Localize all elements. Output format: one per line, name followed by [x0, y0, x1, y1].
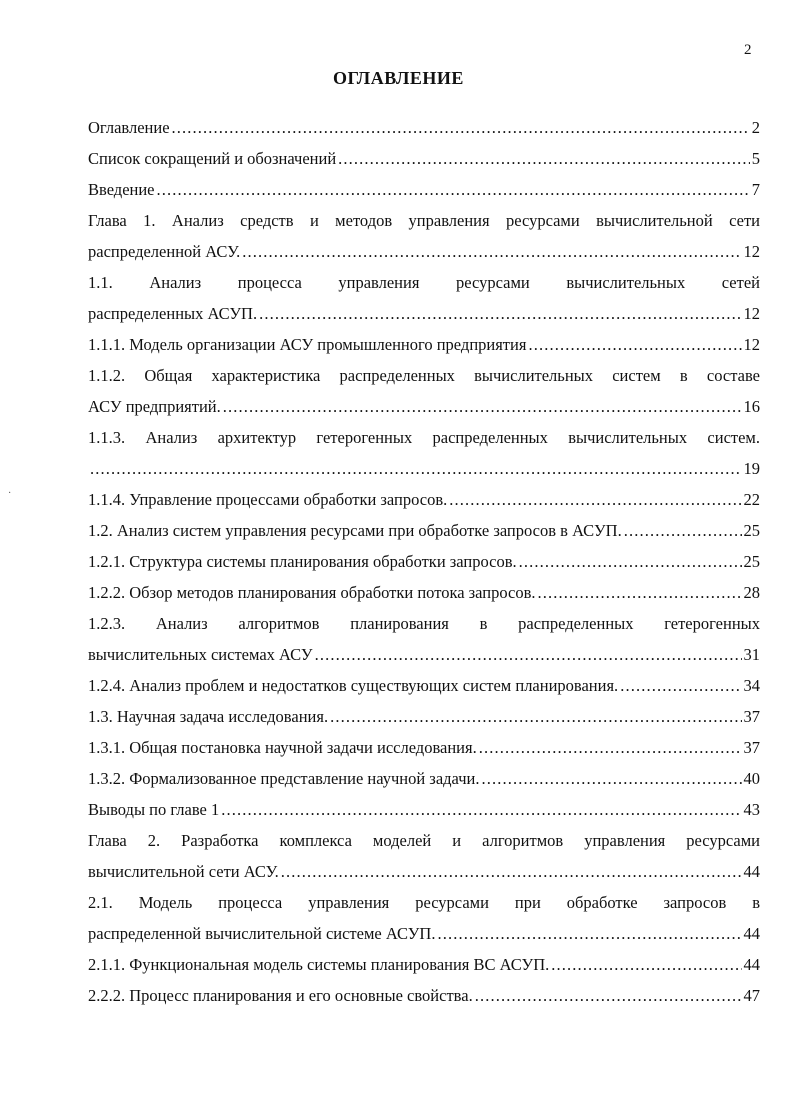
toc-entry-page: 25: [743, 521, 760, 540]
toc-entry-page: 12: [743, 242, 760, 261]
toc-entry: [88, 949, 760, 980]
toc-entry-title-line1: 1.2.3. Анализ алгоритмов планирования в распределенных гетерогенных: [88, 614, 760, 633]
toc-entry: [88, 329, 760, 360]
toc-entry-title-line1: 1.1. Анализ процесса управления ресурсами вычислительных сетей: [88, 273, 760, 292]
toc-entry: [88, 112, 760, 143]
toc-entry-title-line2: распределенных АСУП.: [88, 304, 258, 323]
dot-leader: [281, 856, 742, 887]
toc-entry: [88, 825, 760, 887]
toc-entry: [88, 143, 760, 174]
toc-entry: [88, 980, 760, 1011]
toc-entry-page: 16: [743, 397, 760, 416]
toc-entry-page: 25: [743, 552, 760, 571]
dot-leader: [528, 329, 741, 360]
toc-entry: [88, 887, 760, 949]
dot-leader: [259, 298, 741, 329]
toc-entry-title-line1: 1.1.2. Общая характеристика распределенных вычислительных систем в составе: [88, 366, 760, 385]
dot-leader: [475, 980, 742, 1011]
dot-leader: [90, 453, 742, 484]
toc-entry-title-line1: 1.1.3. Анализ архитектур гетерогенных распределенных вычислительных систем.: [88, 428, 760, 447]
toc-entry-title: 1.3.1. Общая постановка научной задачи исследования.: [88, 738, 477, 757]
dot-leader: [437, 918, 741, 949]
dot-leader: [157, 174, 750, 205]
toc-entry-page: 19: [743, 459, 760, 478]
margin-mark: ·: [8, 488, 12, 499]
toc-entry-page: 44: [743, 955, 760, 974]
dot-leader: [519, 546, 742, 577]
toc-entry: [88, 608, 760, 670]
toc-entry-page: 44: [743, 862, 760, 881]
toc-entry-page: 2: [751, 118, 760, 137]
dot-leader: [624, 515, 742, 546]
toc-entry-title-line2: вычислительной сети АСУ.: [88, 862, 279, 881]
dot-leader: [479, 732, 742, 763]
toc-entry: [88, 422, 760, 484]
toc-entry: [88, 577, 760, 608]
dot-leader: [315, 639, 742, 670]
toc-entry-page: 12: [743, 304, 760, 323]
toc-entry: [88, 701, 760, 732]
dot-leader: [223, 391, 742, 422]
toc-entry: [88, 360, 760, 422]
toc-entry: [88, 763, 760, 794]
toc-entry-title: 1.2.4. Анализ проблем и недостатков существующих систем планирования.: [88, 676, 619, 695]
toc-entry-page: 7: [751, 180, 760, 199]
toc-entry: [88, 174, 760, 205]
toc-entry-title: 1.2. Анализ систем управления ресурсами при обработке запросов в АСУП.: [88, 521, 622, 540]
toc-entry-title: Список сокращений и обозначений: [88, 149, 337, 168]
toc-entry-title: 1.2.2. Обзор методов планирования обработки потока запросов.: [88, 583, 536, 602]
toc-entry-title: 1.3. Научная задача исследования.: [88, 707, 329, 726]
toc-entry-page: 34: [743, 676, 760, 695]
toc-entry-title-line1: Глава 1. Анализ средств и методов управления ресурсами вычислительной сети: [88, 211, 760, 230]
dot-leader: [242, 236, 741, 267]
page-title: ОГЛАВЛЕНИЕ: [333, 68, 464, 88]
dot-leader: [172, 112, 750, 143]
toc-entry-title: 1.1.1. Модель организации АСУ промышленного предприятия: [88, 335, 527, 354]
toc-entry-page: 47: [743, 986, 760, 1005]
toc-entry-page: 12: [743, 335, 760, 354]
page-number: 2: [744, 42, 752, 58]
dot-leader: [481, 763, 741, 794]
toc-entry-title: 2.1.1. Функциональная модель системы планирования ВС АСУП.: [88, 955, 550, 974]
dot-leader: [221, 794, 741, 825]
toc-entry-page: 28: [743, 583, 760, 602]
toc-entry-title: 1.1.4. Управление процессами обработки запросов.: [88, 490, 448, 509]
dot-leader: [538, 577, 742, 608]
toc-entry: [88, 515, 760, 546]
dot-leader: [620, 670, 741, 701]
toc-entry-page: 22: [743, 490, 760, 509]
toc-entry: [88, 794, 760, 825]
toc-entry-title: Оглавление: [88, 118, 170, 137]
toc-entry-title-line1: 2.1. Модель процесса управления ресурсами при обработке запросов в: [88, 893, 760, 912]
table-of-contents: [88, 112, 760, 1011]
toc-entry: [88, 670, 760, 701]
toc-entry: [88, 546, 760, 577]
toc-entry-title-line2: вычислительных системах АСУ: [88, 645, 313, 664]
toc-entry-title: Введение: [88, 180, 155, 199]
dot-leader: [449, 484, 741, 515]
toc-entry-title-line2: распределенной АСУ.: [88, 242, 241, 261]
dot-leader: [330, 701, 741, 732]
toc-entry-title: 1.2.1. Структура системы планирования обработки запросов.: [88, 552, 517, 571]
toc-entry-page: 37: [743, 707, 760, 726]
toc-entry-title-line1: Глава 2. Разработка комплекса моделей и алгоритмов управления ресурсами: [88, 831, 760, 850]
toc-entry-page: 44: [743, 924, 760, 943]
toc-entry: [88, 267, 760, 329]
toc-entry-page: 43: [743, 800, 760, 819]
dot-leader: [551, 949, 741, 980]
dot-leader: [338, 143, 750, 174]
toc-entry-page: 37: [743, 738, 760, 757]
toc-entry-title-line2: АСУ предприятий.: [88, 397, 221, 416]
toc-entry-page: 31: [743, 645, 760, 664]
toc-entry: [88, 484, 760, 515]
toc-entry-page: 5: [751, 149, 760, 168]
toc-entry-page: 40: [743, 769, 760, 788]
toc-entry-title-line2: распределенной вычислительной системе АСУП.: [88, 924, 436, 943]
toc-entry: [88, 732, 760, 763]
toc-entry-title: Выводы по главе 1: [88, 800, 220, 819]
toc-entry-title: 2.2.2. Процесс планирования и его основные свойства.: [88, 986, 473, 1005]
toc-entry-title: 1.3.2. Формализованное представление научной задачи.: [88, 769, 480, 788]
toc-entry: [88, 205, 760, 267]
